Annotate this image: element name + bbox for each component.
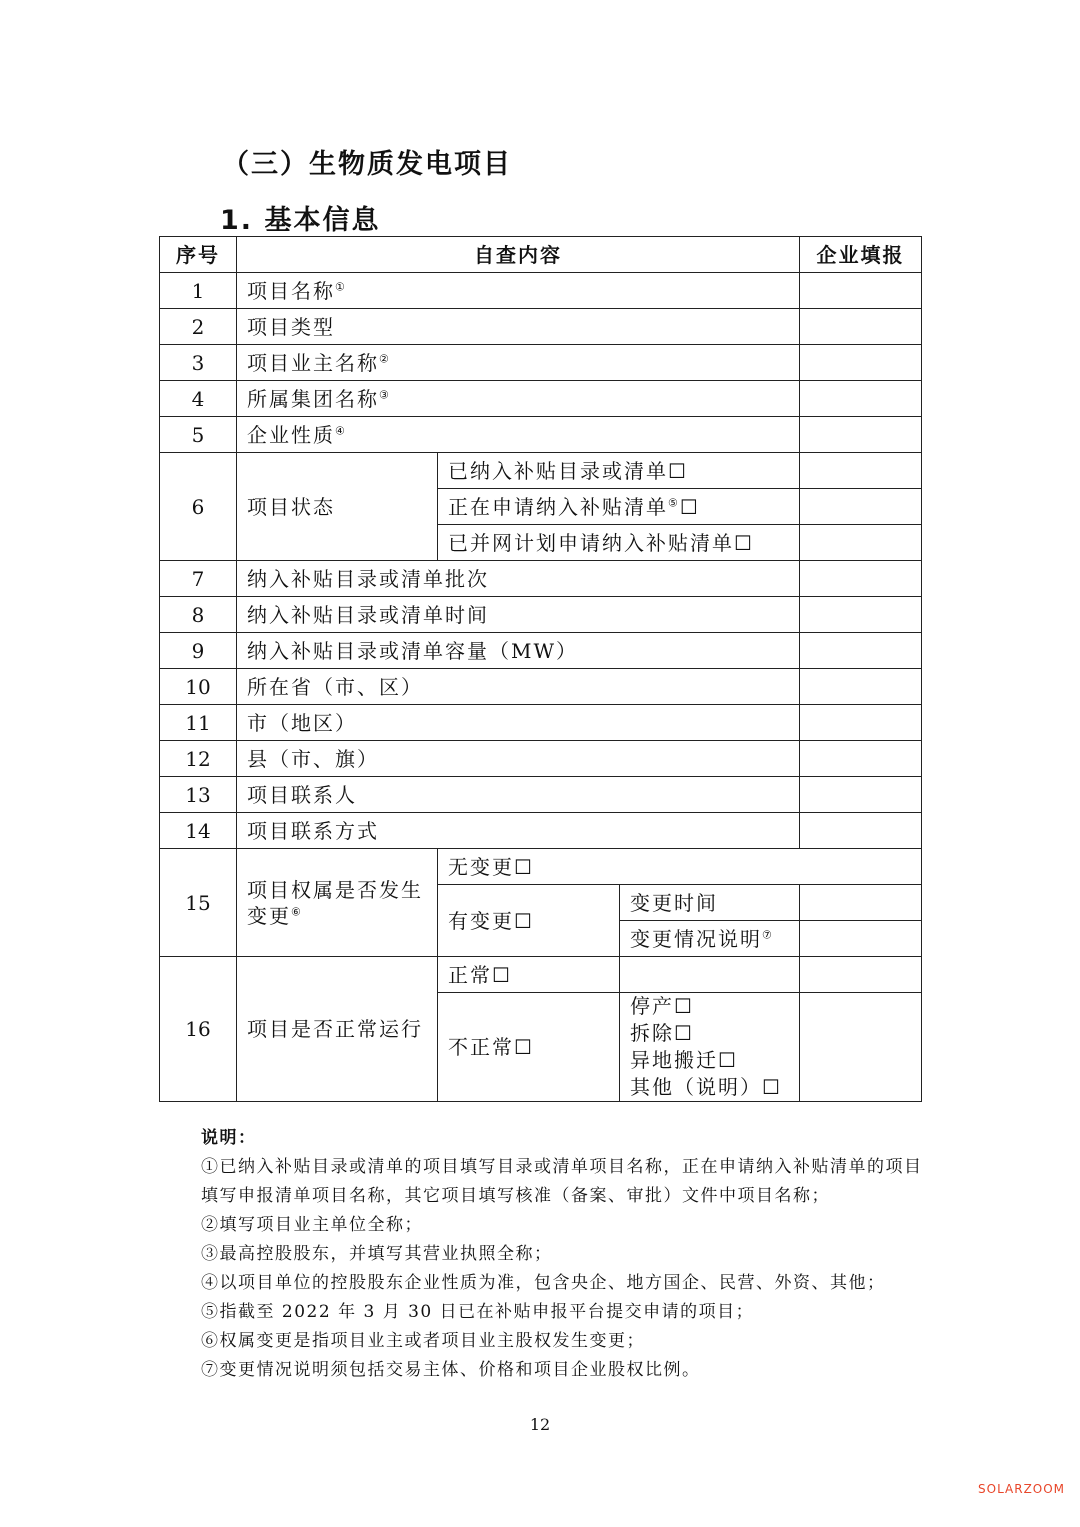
fill-cell[interactable] xyxy=(800,705,922,741)
row-number: 10 xyxy=(160,669,237,705)
row-number: 9 xyxy=(160,633,237,669)
table-row xyxy=(160,849,922,885)
project-status-option-applying[interactable]: 正在申请纳入补贴清单⑤☐ xyxy=(438,489,800,525)
fill-cell[interactable] xyxy=(800,993,922,1102)
row-number: 12 xyxy=(160,741,237,777)
table-row xyxy=(160,633,922,669)
fill-cell[interactable] xyxy=(800,669,922,705)
watermark-logo: SOLARZOOM xyxy=(978,1482,1066,1496)
note-item: ③最高控股股东，并填写其营业执照全称； xyxy=(201,1244,553,1264)
row-label: 项目是否正常运行 xyxy=(237,957,438,1102)
fill-cell[interactable] xyxy=(800,885,922,921)
page-number: 12 xyxy=(529,1415,551,1434)
table-row xyxy=(160,957,922,993)
section-title: （三）生物质发电项目 xyxy=(222,149,512,180)
operation-abnormal-option[interactable]: 不正常☐ xyxy=(438,993,620,1102)
fill-cell[interactable] xyxy=(800,813,922,849)
table-row xyxy=(160,597,922,633)
fill-cell[interactable] xyxy=(800,525,922,561)
row-label: 纳入补贴目录或清单时间 xyxy=(237,597,800,633)
operation-normal-option[interactable]: 正常☐ xyxy=(438,957,620,993)
option-other[interactable]: 其他（说明）☐ xyxy=(630,1075,782,1099)
note-item: ①已纳入补贴目录或清单的项目填写目录或清单项目名称，正在申请纳入补贴清单的项目填写申报清单项目名称，其它项目填写核准（备案、审批）文件中项目名称； xyxy=(201,1157,923,1206)
project-status-option-grid-connected[interactable]: 已并网计划申请纳入补贴清单☐ xyxy=(438,525,800,561)
table-row xyxy=(160,417,922,453)
fill-cell[interactable] xyxy=(800,957,922,993)
row-number: 13 xyxy=(160,777,237,813)
row-label: 所属集团名称③ xyxy=(237,381,800,417)
notes-title: 说明： xyxy=(201,1128,257,1148)
fill-cell[interactable] xyxy=(800,273,922,309)
row-number: 15 xyxy=(160,849,237,957)
row-label: 项目类型 xyxy=(237,309,800,345)
row-label: 纳入补贴目录或清单容量（MW） xyxy=(237,633,800,669)
row-label: 县（市、旗） xyxy=(237,741,800,777)
subsection-title: 1. 基本信息 xyxy=(220,205,381,236)
fill-cell[interactable] xyxy=(800,453,922,489)
table-row xyxy=(160,777,922,813)
table-row xyxy=(160,561,922,597)
option-relocated[interactable]: 异地搬迁☐ xyxy=(630,1048,738,1072)
row-number: 4 xyxy=(160,381,237,417)
fill-cell[interactable] xyxy=(800,777,922,813)
ownership-has-change-option[interactable]: 有变更☐ xyxy=(438,885,620,957)
table-row xyxy=(160,453,922,489)
row-label: 项目业主名称② xyxy=(237,345,800,381)
header-content: 自查内容 xyxy=(237,237,800,273)
fill-cell[interactable] xyxy=(800,417,922,453)
fill-cell[interactable] xyxy=(800,561,922,597)
fill-cell[interactable] xyxy=(800,381,922,417)
note-item: ⑦变更情况说明须包括交易主体、价格和项目企业股权比例。 xyxy=(201,1360,701,1380)
row-label: 项目联系方式 xyxy=(237,813,800,849)
table-row xyxy=(160,309,922,345)
table-row xyxy=(160,669,922,705)
empty-cell xyxy=(620,957,800,993)
table-header-row xyxy=(160,237,922,273)
table-row xyxy=(160,813,922,849)
row-label: 项目名称① xyxy=(237,273,800,309)
note-item: ②填写项目业主单位全称； xyxy=(201,1215,423,1235)
row-number: 3 xyxy=(160,345,237,381)
option-demolished[interactable]: 拆除☐ xyxy=(630,1021,694,1045)
fill-cell[interactable] xyxy=(800,597,922,633)
row-number: 14 xyxy=(160,813,237,849)
row-label: 企业性质④ xyxy=(237,417,800,453)
basic-info-table xyxy=(159,236,922,1102)
note-item: ⑥权属变更是指项目业主或者项目业主股权发生变更； xyxy=(201,1331,645,1351)
option-stop-production[interactable]: 停产☐ xyxy=(630,994,694,1018)
row-label: 项目联系人 xyxy=(237,777,800,813)
fill-cell[interactable] xyxy=(800,345,922,381)
fill-cell[interactable] xyxy=(800,633,922,669)
fill-cell[interactable] xyxy=(800,741,922,777)
row-number: 2 xyxy=(160,309,237,345)
row-label: 市（地区） xyxy=(237,705,800,741)
change-description-label: 变更情况说明⑦ xyxy=(620,921,800,957)
fill-cell[interactable] xyxy=(800,921,922,957)
table-row xyxy=(160,705,922,741)
row-number: 16 xyxy=(160,957,237,1102)
fill-cell[interactable] xyxy=(800,489,922,525)
table-row xyxy=(160,345,922,381)
row-number: 11 xyxy=(160,705,237,741)
row-label: 所在省（市、区） xyxy=(237,669,800,705)
row-number: 8 xyxy=(160,597,237,633)
notes-section xyxy=(165,1124,925,1385)
note-item: ⑤指截至 2022 年 3 月 30 日已在补贴申报平台提交申请的项目； xyxy=(201,1302,755,1322)
table-row xyxy=(160,273,922,309)
row-number: 5 xyxy=(160,417,237,453)
table-row xyxy=(160,381,922,417)
change-time-label: 变更时间 xyxy=(620,885,800,921)
row-number: 7 xyxy=(160,561,237,597)
fill-cell[interactable] xyxy=(800,309,922,345)
table-row xyxy=(160,741,922,777)
row-number: 6 xyxy=(160,453,237,561)
row-label: 纳入补贴目录或清单批次 xyxy=(237,561,800,597)
note-item: ④以项目单位的控股股东企业性质为准，包含央企、地方国企、民营、外资、其他； xyxy=(201,1273,886,1293)
ownership-no-change-option[interactable]: 无变更☐ xyxy=(438,849,922,885)
abnormal-options-list xyxy=(620,993,800,1102)
header-fill: 企业填报 xyxy=(800,237,922,273)
row-label: 项目状态 xyxy=(237,453,438,561)
row-number: 1 xyxy=(160,273,237,309)
header-no: 序号 xyxy=(160,237,237,273)
project-status-option-listed[interactable]: 已纳入补贴目录或清单☐ xyxy=(438,453,800,489)
row-label: 项目权属是否发生变更⑥ xyxy=(237,849,438,957)
